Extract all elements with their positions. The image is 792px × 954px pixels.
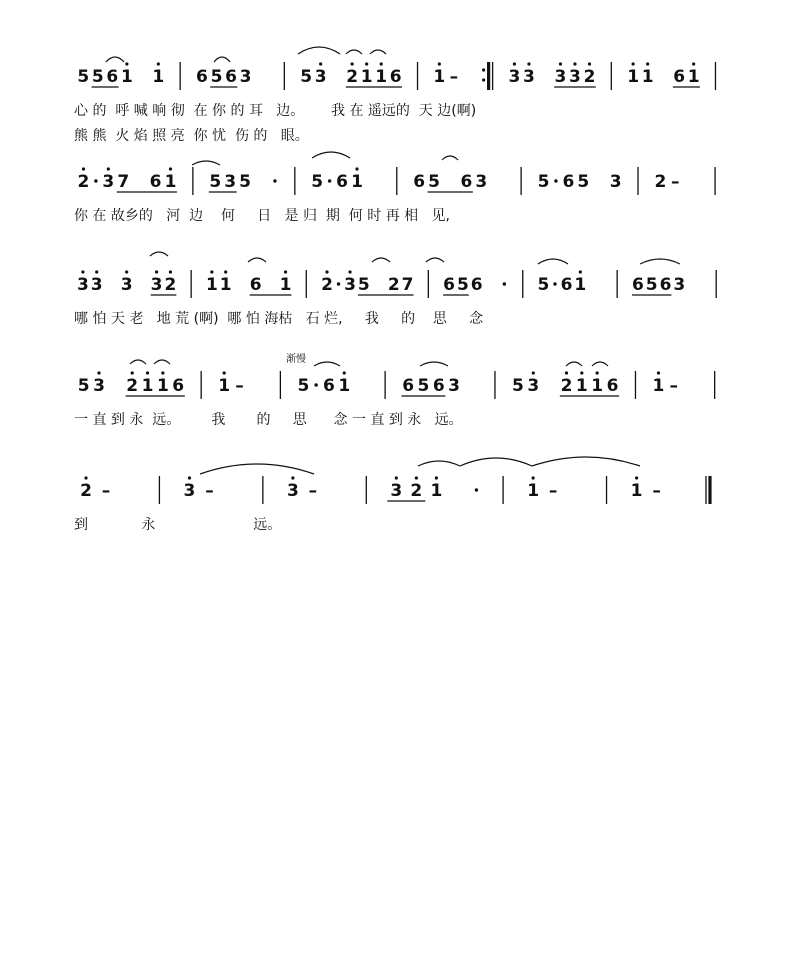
high-octave-dot [81, 270, 84, 273]
augmentation-dot [554, 179, 557, 182]
slur-arc [106, 57, 124, 62]
high-octave-dot [157, 62, 160, 65]
slur-arc [426, 258, 444, 262]
lyric-line: 你 在 故乡的 河 边 何 日 是 归 期 何 时 再 相 见, [74, 208, 450, 224]
dash-note: – [235, 376, 244, 396]
lyric-line: 一 直 到 永 远。 我 的 思 念 一 直 到 永 远。 [74, 412, 463, 428]
note-2: 2 [77, 172, 90, 192]
slur-arc [566, 362, 582, 366]
note-5: 5 [77, 67, 90, 87]
note-6: 6 [149, 172, 162, 192]
note-1: 1 [430, 481, 443, 501]
lyric-line: 熊 熊 火 焰 照 亮 你 忧 伤 的 眼。 [74, 128, 309, 144]
high-octave-dot [107, 167, 110, 170]
note-2: 2 [346, 67, 359, 87]
high-octave-dot [692, 62, 695, 65]
note-1: 1 [156, 376, 169, 396]
note-6: 6 [606, 376, 619, 396]
note-6: 6 [631, 275, 644, 295]
high-octave-dot [513, 62, 516, 65]
note-1: 1 [279, 275, 292, 295]
note-2: 2 [560, 376, 573, 396]
note-1: 1 [527, 481, 540, 501]
note-1: 1 [652, 376, 665, 396]
slur-arc [192, 161, 220, 165]
slur-arc [154, 360, 170, 364]
slur-arc [460, 458, 532, 466]
note-5: 5 [297, 376, 310, 396]
note-2: 2 [583, 67, 596, 87]
high-octave-dot [319, 62, 322, 65]
note-3: 3 [475, 172, 488, 192]
augmentation-dot [273, 179, 276, 182]
slur-arc [130, 360, 146, 364]
note-3: 3 [673, 275, 686, 295]
note-2: 2 [80, 481, 92, 501]
slur-arc [214, 57, 230, 62]
note-2: 2 [654, 172, 667, 192]
high-octave-dot [580, 371, 583, 374]
note-1: 1 [375, 67, 388, 87]
note-3: 3 [448, 376, 461, 396]
note-3: 3 [390, 481, 403, 501]
dash-note: – [205, 481, 214, 501]
note-6: 6 [470, 275, 483, 295]
note-1: 1 [574, 275, 587, 295]
high-octave-dot [632, 62, 635, 65]
slur-arc [592, 362, 608, 366]
high-octave-dot [657, 371, 660, 374]
augmentation-dot [328, 179, 331, 182]
note-1: 1 [164, 172, 177, 192]
dash-note: – [652, 481, 661, 501]
high-octave-dot [224, 270, 227, 273]
note-3: 3 [150, 275, 163, 295]
slur-arc [312, 152, 350, 158]
note-5: 5 [357, 275, 370, 295]
high-octave-dot [415, 476, 418, 479]
note-5: 5 [239, 172, 252, 192]
high-octave-dot [146, 371, 149, 374]
note-1: 1 [630, 481, 643, 501]
high-octave-dot [565, 371, 568, 374]
dash-note: – [308, 481, 318, 501]
augmentation-dot [475, 488, 478, 491]
high-octave-dot [169, 167, 172, 170]
slur-arc [150, 252, 168, 256]
note-7: 7 [401, 275, 414, 295]
high-octave-dot [435, 476, 438, 479]
high-octave-dot [532, 476, 535, 479]
note-5: 5 [77, 376, 90, 396]
note-3: 3 [527, 376, 540, 396]
note-6: 6 [196, 67, 208, 87]
note-6: 6 [432, 376, 445, 396]
high-octave-dot [169, 270, 172, 273]
note-3: 3 [508, 67, 521, 87]
score-content [74, 47, 716, 533]
slur-arc [346, 50, 362, 54]
note-1: 1 [360, 67, 373, 87]
note-6: 6 [322, 376, 335, 396]
note-6: 6 [389, 67, 402, 87]
slur-arc [538, 259, 568, 264]
note-1: 1 [219, 275, 232, 295]
note-6: 6 [562, 172, 575, 192]
note-1: 1 [687, 67, 700, 87]
note-1: 1 [120, 67, 133, 87]
slur-arc [370, 50, 386, 54]
note-5: 5 [537, 275, 550, 295]
note-5: 5 [300, 67, 313, 87]
note-3: 3 [554, 67, 567, 87]
high-octave-dot [210, 270, 213, 273]
note-6: 6 [402, 376, 415, 396]
note-1: 1 [627, 67, 640, 87]
slur-arc [248, 258, 266, 262]
slur-arc [532, 457, 640, 466]
high-octave-dot [161, 371, 164, 374]
dash-note: – [548, 481, 558, 501]
high-octave-dot [284, 270, 287, 273]
note-1: 1 [351, 172, 363, 192]
dash-note: – [101, 481, 111, 501]
augmentation-dot [337, 282, 340, 285]
note-3: 3 [183, 481, 196, 501]
note-3: 3 [314, 67, 327, 87]
note-2: 2 [321, 275, 333, 295]
note-1: 1 [575, 376, 588, 396]
note-2: 2 [164, 275, 177, 295]
high-octave-dot [125, 270, 128, 273]
note-3: 3 [102, 172, 115, 192]
note-5: 5 [512, 376, 524, 396]
note-3: 3 [120, 275, 133, 295]
high-octave-dot [223, 371, 226, 374]
high-octave-dot [579, 270, 582, 273]
high-octave-dot [351, 62, 354, 65]
note-3: 3 [523, 67, 535, 87]
note-3: 3 [239, 67, 252, 87]
note-3: 3 [609, 172, 622, 192]
note-5: 5 [210, 67, 223, 87]
high-octave-dot [82, 167, 85, 170]
note-3: 3 [344, 275, 356, 295]
slur-arc [200, 464, 314, 474]
note-6: 6 [249, 275, 262, 295]
note-6: 6 [560, 275, 573, 295]
lyric-line: 到 永 远。 [74, 517, 282, 533]
note-3: 3 [76, 275, 89, 295]
note-6: 6 [673, 67, 686, 87]
note-6: 6 [106, 67, 119, 87]
note-3: 3 [90, 275, 103, 295]
note-5: 5 [428, 172, 441, 192]
high-octave-dot [365, 62, 368, 65]
note-5: 5 [209, 172, 222, 192]
high-octave-dot [573, 62, 576, 65]
high-octave-dot [325, 270, 328, 273]
note-2: 2 [387, 275, 400, 295]
high-octave-dot [532, 371, 535, 374]
lyric-line: 心 的 呼 喊 响 彻 在 你 的 耳 边。 我 在 遥远的 天 边(啊) [74, 103, 477, 119]
note-2: 2 [410, 481, 423, 501]
note-1: 1 [141, 376, 154, 396]
high-octave-dot [84, 476, 87, 479]
note-1: 1 [218, 376, 231, 396]
tempo-mark-jianman: 渐慢 [286, 354, 306, 365]
high-octave-dot [646, 62, 649, 65]
high-octave-dot [291, 476, 294, 479]
note-6: 6 [460, 172, 473, 192]
note-6: 6 [336, 172, 348, 192]
note-6: 6 [443, 275, 455, 295]
repeat-dot [482, 68, 485, 71]
note-3: 3 [93, 376, 105, 396]
high-octave-dot [343, 371, 346, 374]
note-5: 5 [91, 67, 104, 87]
high-octave-dot [438, 62, 441, 65]
note-6: 6 [413, 172, 426, 192]
augmentation-dot [503, 282, 506, 285]
note-6: 6 [659, 275, 672, 295]
note-1: 1 [433, 67, 446, 87]
note-2: 2 [126, 376, 139, 396]
note-7: 7 [117, 172, 130, 192]
high-octave-dot [380, 62, 383, 65]
high-octave-dot [395, 476, 398, 479]
slur-arc [418, 461, 460, 466]
note-5: 5 [645, 275, 658, 295]
lyric-line: 哪 怕 天 老 地 荒 (啊) 哪 怕 海枯 石 烂, 我 的 思 念 [74, 311, 484, 327]
slur-arc [298, 47, 340, 54]
note-3: 3 [224, 172, 237, 192]
high-octave-dot [635, 476, 638, 479]
note-3: 3 [569, 67, 581, 87]
high-octave-dot [355, 167, 358, 170]
note-1: 1 [338, 376, 351, 396]
high-octave-dot [559, 62, 562, 65]
high-octave-dot [188, 476, 191, 479]
high-octave-dot [155, 270, 158, 273]
high-octave-dot [527, 62, 530, 65]
note-1: 1 [641, 67, 654, 87]
dash-note: – [669, 376, 679, 396]
slur-arc [640, 259, 680, 264]
note-5: 5 [456, 275, 469, 295]
slur-arc [314, 362, 340, 366]
dash-note: – [671, 172, 680, 192]
note-6: 6 [225, 67, 237, 87]
high-octave-dot [95, 270, 98, 273]
note-6: 6 [172, 376, 185, 396]
dash-note: – [449, 67, 459, 87]
high-octave-dot [131, 371, 134, 374]
slur-arc [420, 362, 448, 366]
augmentation-dot [314, 383, 317, 386]
note-3: 3 [286, 481, 299, 501]
note-5: 5 [537, 172, 550, 192]
high-octave-dot [588, 62, 591, 65]
repeat-dot [482, 78, 485, 81]
note-5: 5 [577, 172, 590, 192]
slur-arc [372, 258, 390, 262]
note-5: 5 [311, 172, 324, 192]
note-1: 1 [152, 67, 165, 87]
high-octave-dot [125, 62, 128, 65]
high-octave-dot [348, 270, 351, 273]
slur-arc [442, 156, 458, 160]
note-5: 5 [417, 376, 430, 396]
augmentation-dot [94, 179, 97, 182]
note-1: 1 [205, 275, 218, 295]
note-1: 1 [591, 376, 604, 396]
augmentation-dot [553, 282, 556, 285]
high-octave-dot [596, 371, 599, 374]
high-octave-dot [97, 371, 100, 374]
